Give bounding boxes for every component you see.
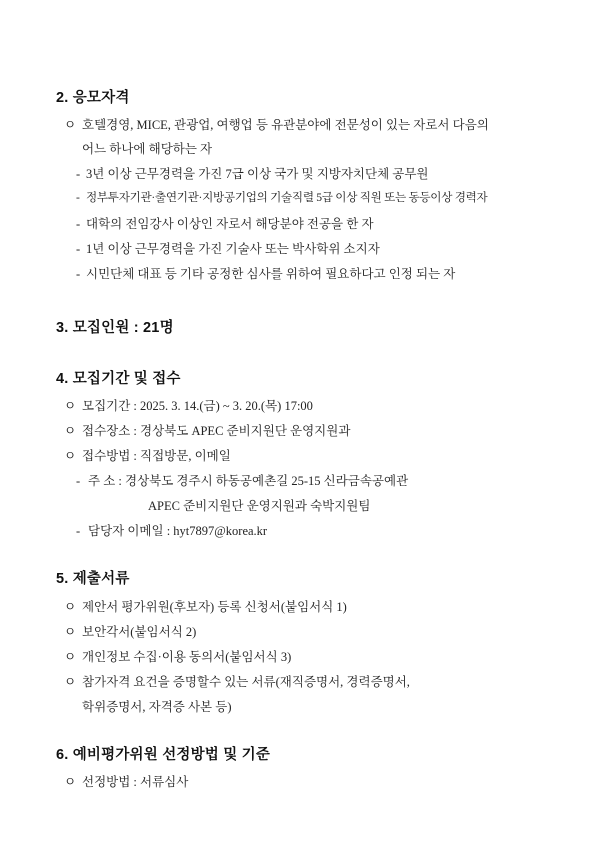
dash-bullet: - [76, 217, 81, 231]
s4-address [76, 471, 408, 489]
dash-bullet: - [76, 242, 81, 256]
s4-place-text: 접수장소 : 경상북도 APEC 준비지원단 운영지원과 [82, 424, 351, 438]
s4-period-text: 모집기간 : 2025. 3. 14.(금) ~ 3. 20.(목) 17:00 [82, 399, 313, 413]
section-2-heading: 2. 응모자격 [56, 90, 130, 106]
s2-item-text: 1년 이상 근무경력을 가진 기술사 또는 박사학위 소지자 [86, 242, 380, 256]
s2-item [76, 239, 380, 257]
s4-address-line2: APEC 준비지원단 운영지원과 숙박지원팀 [148, 499, 371, 513]
s4-method-text: 접수방법 : 직접방문, 이메일 [82, 449, 231, 463]
s6-method-text: 선정방법 : 서류심사 [82, 775, 189, 789]
s2-intro-line1: 호텔경영, MICE, 관광업, 여행업 등 유관분야에 전문성이 있는 자로서 다음의 [82, 118, 489, 132]
s2-item-text: 시민단체 대표 등 기타 공정한 심사를 위하여 필요하다고 인정 되는 자 [86, 267, 456, 281]
s5-item-text: 제안서 평가위원(후보자) 등록 신청서(붙임서식 1) [82, 600, 347, 614]
section-4-heading: 4. 모집기간 및 접수 [56, 371, 181, 387]
s5-item-cont: 학위증명서, 자격증 사본 등) [82, 700, 232, 714]
dash-bullet: - [76, 191, 80, 204]
circle-bullet: ㅇ [64, 424, 77, 438]
s5-item [64, 672, 410, 690]
s2-intro-line2: 어느 하나에 해당하는 자 [82, 142, 213, 156]
section-5-heading: 5. 제출서류 [56, 571, 130, 587]
dash-bullet: - [76, 474, 81, 488]
s4-email-text: 담당자 이메일 : hyt7897@korea.kr [88, 524, 268, 538]
s2-item [76, 214, 374, 232]
s2-item [76, 264, 455, 282]
circle-bullet: ㅇ [64, 600, 77, 614]
s5-item [64, 622, 196, 640]
s2-item [76, 189, 487, 205]
circle-bullet: ㅇ [64, 650, 77, 664]
s2-item [76, 164, 429, 182]
circle-bullet: ㅇ [64, 449, 77, 463]
s2-item-text: 대학의 전임강사 이상인 자로서 해당분야 전공을 한 자 [86, 217, 374, 231]
s5-item-text: 참가자격 요건을 증명할수 있는 서류(재직증명서, 경력증명서, [82, 675, 410, 689]
section-3-heading: 3. 모집인원 : 21명 [56, 320, 174, 336]
s4-email [76, 521, 267, 539]
s2-item-text: 정부투자기관·출연기관·지방공기업의 기술직렬 5급 이상 직원 또는 동등이상 경력자 [86, 191, 488, 204]
circle-bullet: ㅇ [64, 399, 77, 413]
s5-item-text: 보안각서(붙임서식 2) [82, 625, 197, 639]
circle-bullet: ㅇ [64, 775, 77, 789]
circle-bullet: ㅇ [64, 625, 77, 639]
dash-bullet: - [76, 524, 81, 538]
dash-bullet: - [76, 267, 81, 281]
s2-item-text: 3년 이상 근무경력을 가진 7급 이상 국가 및 지방자치단체 공무원 [86, 167, 429, 181]
s2-intro [64, 115, 489, 133]
s5-item [64, 647, 291, 665]
dash-bullet: - [76, 167, 81, 181]
s4-period [64, 396, 313, 414]
s4-method [64, 446, 231, 464]
s4-place [64, 421, 350, 439]
section-6-heading: 6. 예비평가위원 선정방법 및 기준 [56, 747, 271, 763]
s5-item [64, 597, 347, 615]
s4-address-line1: 주 소 : 경상북도 경주시 하동공예촌길 25-15 신라금속공예관 [88, 474, 409, 488]
circle-bullet: ㅇ [64, 118, 77, 132]
s6-method [64, 772, 188, 790]
s5-item-text: 개인정보 수집·이용 동의서(붙임서식 3) [82, 650, 292, 664]
circle-bullet: ㅇ [64, 675, 77, 689]
